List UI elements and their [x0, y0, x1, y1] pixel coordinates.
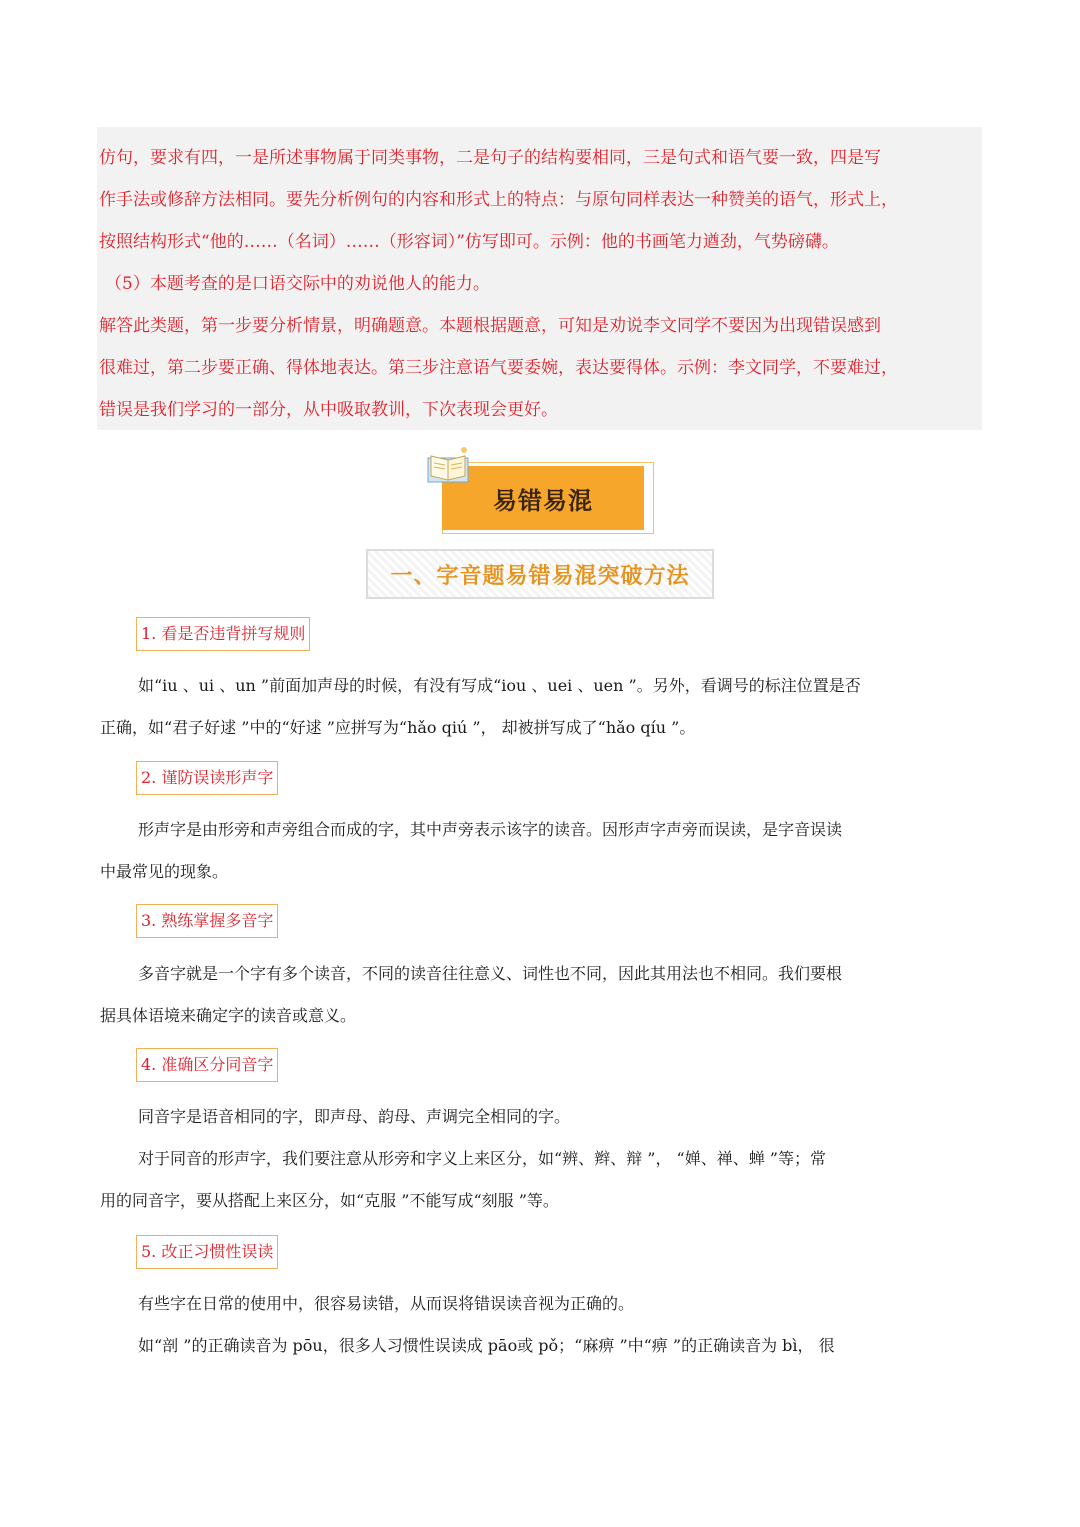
paragraph-line: 正确，如“君子好逑 ”中的“好逑 ”应拼写为“hǎo qiú ”， 却被拼写成了“hǎo qíu ”。: [100, 718, 696, 737]
paragraph-line: 对于同音的形声字，我们要注意从形旁和字义上来区分，如“辨、辫、辩 ”， “婵、禅、蝉 ”等；常: [138, 1149, 826, 1168]
answer-line: 按照结构形式“他的……（名词）……（形容词）”仿写即可。示例：他的书画笔力遒劲，气势磅礴。: [99, 232, 839, 252]
answer-question-5: （5）本题考查的是口语交际中的劝说他人的能力。: [105, 274, 490, 294]
paragraph-line: 用的同音字，要从搭配上来区分，如“克服 ”不能写成“刻服 ”等。: [100, 1191, 559, 1210]
answer-line: 仿句，要求有四，一是所述事物属于同类事物，二是句子的结构要相同，三是句式和语气要一致，四是写: [99, 148, 881, 168]
rule-paragraph-2: [100, 809, 982, 893]
rule-paragraph-4: [100, 1096, 982, 1222]
paragraph-line: 形声字是由形旁和声旁组合而成的字，其中声旁表示该字的读音。因形声字声旁而误读，是字音误读: [138, 820, 843, 839]
section-title-text: 一、字音题易错易混突破方法: [390, 563, 690, 589]
paragraph-line: 有些字在日常的使用中，很容易读错，从而误将错误读音视为正确的。: [138, 1294, 635, 1313]
rule-paragraph-1: [100, 665, 982, 749]
paragraph-line: 多音字就是一个字有多个读音，不同的读音往往意义、词性也不同，因此其用法也不相同。我们要根: [138, 964, 843, 983]
banner-title: 易错易混: [442, 466, 644, 530]
book-icon: [426, 444, 472, 484]
rule-tag-1: 1. 看是否违背拼写规则: [136, 617, 310, 651]
section-title: [366, 549, 714, 599]
rule-tag-3: 3. 熟练掌握多音字: [136, 904, 278, 938]
rule-tag-5: 5. 改正习惯性误读: [136, 1235, 278, 1269]
answer-line: 作手法或修辞方法相同。要先分析例句的内容和形式上的特点：与原句同样表达一种赞美的语气，形式上，: [99, 190, 898, 210]
section-banner: [426, 444, 656, 536]
answer-analysis-box: [97, 127, 982, 430]
rule-paragraph-5: [100, 1283, 982, 1367]
rule-tag-2: 2. 谨防误读形声字: [136, 761, 278, 795]
paragraph-line: 如“iu 、ui 、un ”前面加声母的时候，有没有写成“iou 、uei 、uen ”。另外，看调号的标注位置是否: [138, 676, 861, 695]
answer-line: 解答此类题，第一步要分析情景，明确题意。本题根据题意，可知是劝说李文同学不要因为出现错误感到: [99, 316, 881, 336]
answer-line: 错误是我们学习的一部分，从中吸取教训，下次表现会更好。: [99, 400, 558, 420]
paragraph-line: 同音字是语音相同的字，即声母、韵母、声调完全相同的字。: [138, 1107, 571, 1126]
rule-tag-4: 4. 准确区分同音字: [136, 1048, 278, 1082]
paragraph-line: 中最常见的现象。: [100, 862, 229, 881]
answer-line: 很难过，第二步要正确、得体地表达。第三步注意语气要委婉，表达要得体。示例：李文同学，不要难过，: [99, 358, 898, 378]
paragraph-line: 如“剖 ”的正确读音为 pōu，很多人习惯性误读成 pāo或 pǒ；“麻痹 ”中“痹 ”的正确读音为 bì， 很: [138, 1336, 835, 1355]
rule-paragraph-3: [100, 953, 982, 1037]
paragraph-line: 据具体语境来确定字的读音或意义。: [100, 1006, 357, 1025]
